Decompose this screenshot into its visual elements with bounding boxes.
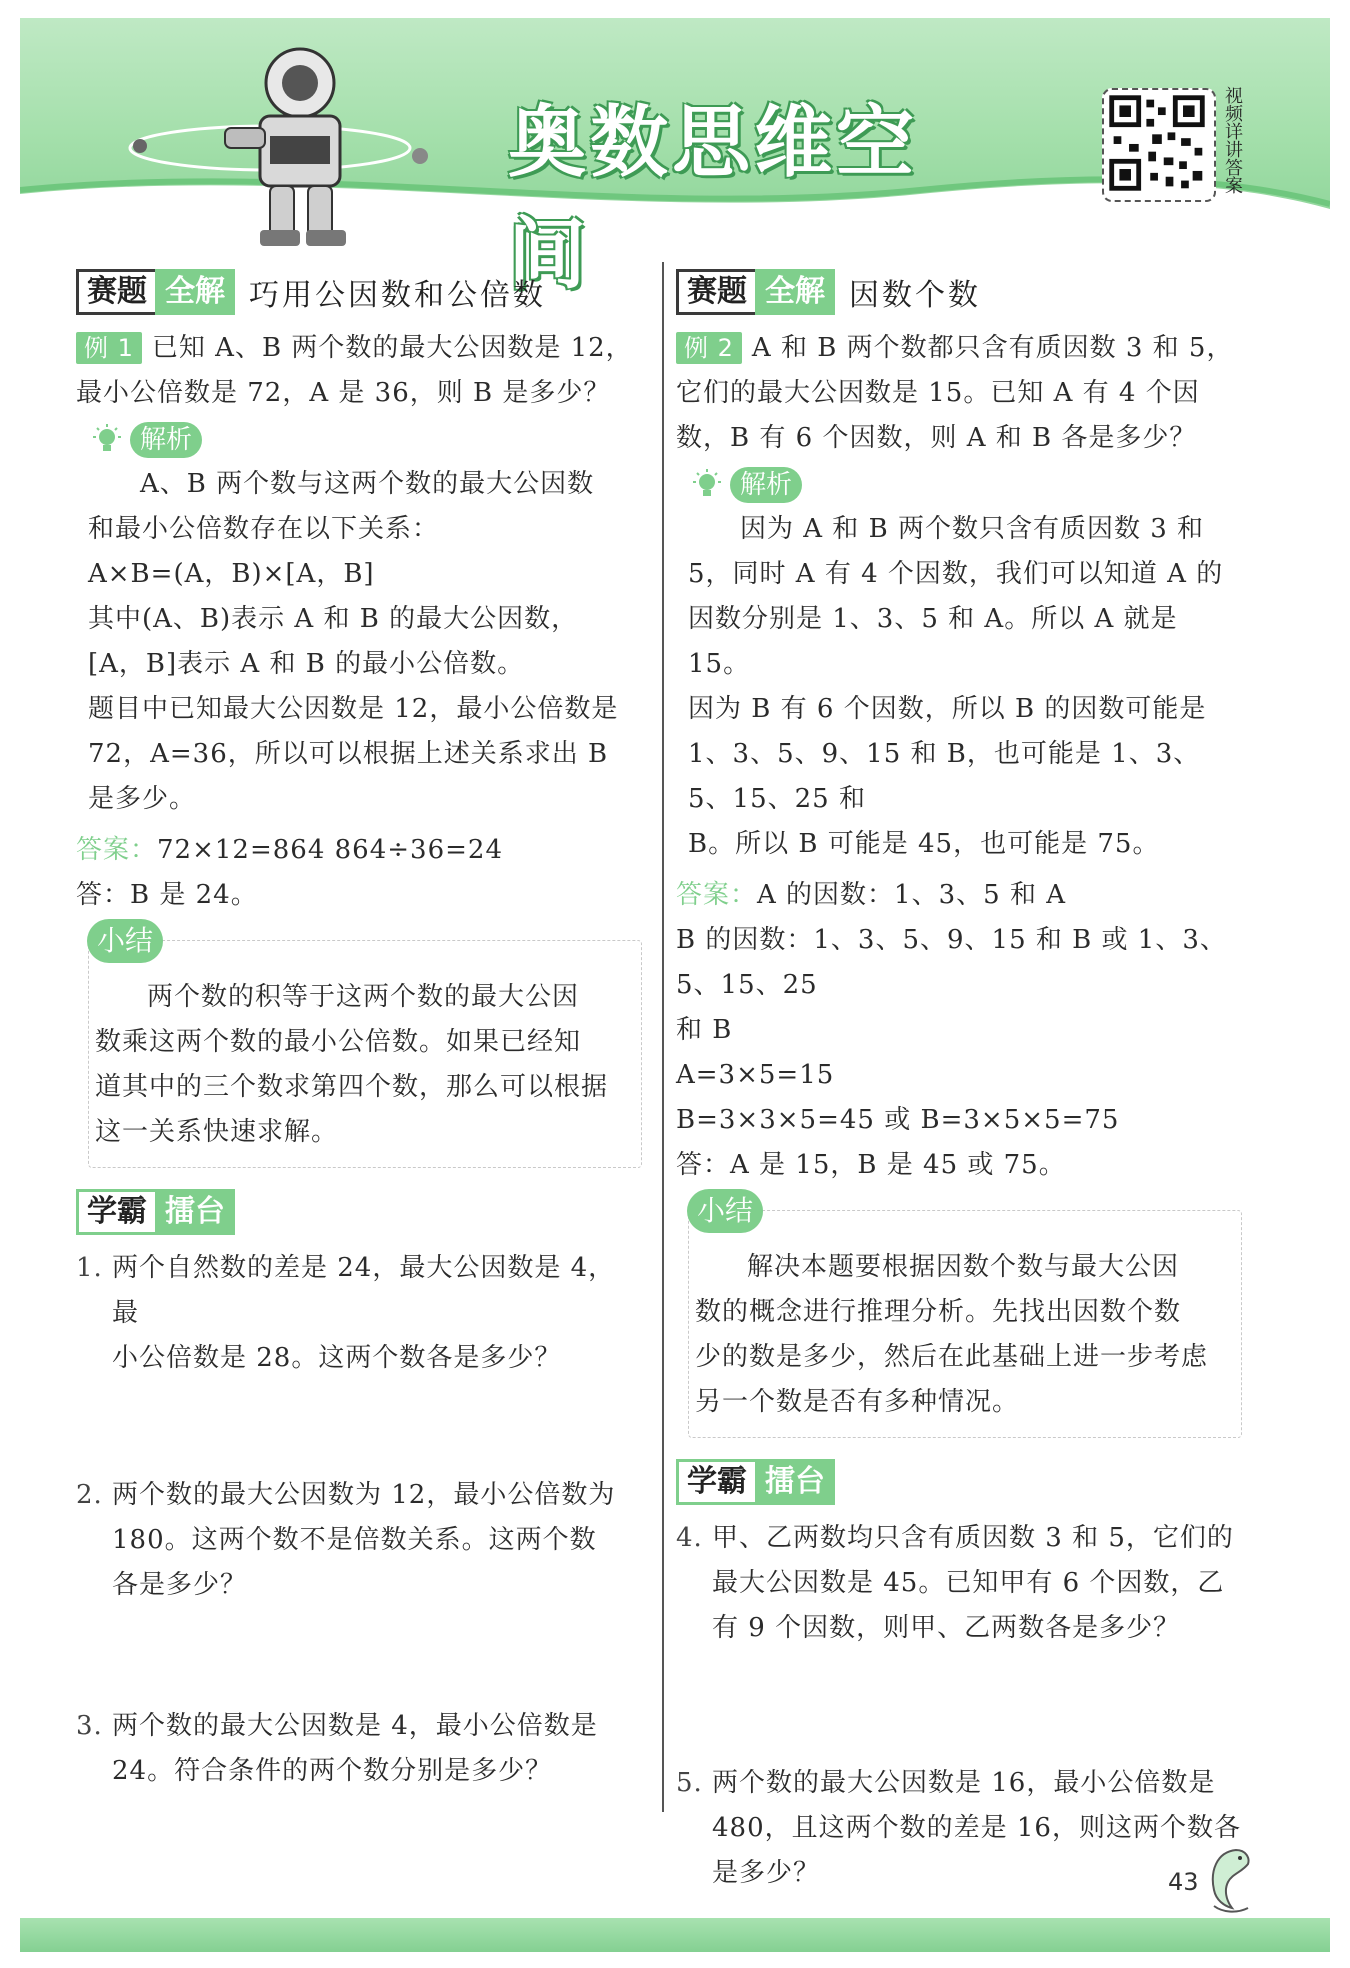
summary-line: 道其中的三个数求第四个数，那么可以根据 xyxy=(95,1072,609,1102)
question-text: 两个数的最大公因数为 12，最小公倍数为 180。这两个数不是倍数关系。这两个数 各是多少？ xyxy=(112,1480,616,1600)
answer-line: A=3×5=15 xyxy=(676,1060,835,1090)
answer-line: B 的因数：1、3、5、9、15 和 B 或 1、3、5、15、25 xyxy=(676,925,1227,1000)
summary-line: 另一个数是否有多种情况。 xyxy=(695,1387,1020,1417)
analysis-line: 和最小公倍数存在以下关系： xyxy=(88,514,440,544)
analysis-line: 因数分别是 1、3、5 和 A。所以 A 就是 15。 xyxy=(688,604,1178,679)
practice-header xyxy=(76,1188,642,1236)
lightbulb-icon xyxy=(690,468,724,502)
summary-line: 数乘这两个数的最小公倍数。如果已经知 xyxy=(95,1027,582,1057)
example-line: 例 2 A 和 B 两个数都只含有质因数 3 和 5， xyxy=(676,326,1242,371)
summary-box xyxy=(88,924,642,1168)
section-title: 巧用公因数和公倍数 xyxy=(249,278,546,313)
right-column xyxy=(676,268,1242,1896)
question-text: 两个数的最大公因数是 4，最小公倍数是 24。符合条件的两个数分别是多少？ xyxy=(112,1711,598,1786)
example-line: 最小公倍数是 72，A 是 36，则 B 是多少？ xyxy=(76,378,611,408)
summary-label: 小结 xyxy=(87,919,163,963)
page-title: 奥数思维空间 xyxy=(508,98,919,300)
section-tag: 赛题 xyxy=(76,269,155,315)
analysis-line: B。所以 B 可能是 45，也可能是 75。 xyxy=(688,829,1160,859)
summary-box xyxy=(688,1194,1242,1438)
answer-line: B=3×3×5=45 或 B=3×5×5=75 xyxy=(676,1105,1120,1135)
qr-code[interactable] xyxy=(1102,88,1216,202)
answer-result: 答：B 是 24。 xyxy=(76,880,258,910)
analysis-line: 5，同时 A 有 4 个因数，我们可以知道 A 的 xyxy=(688,559,1224,589)
section-header xyxy=(76,268,642,316)
analysis-line: A、B 两个数与这两个数的最大公因数 xyxy=(140,469,595,499)
analysis-body xyxy=(88,462,642,822)
analysis-body xyxy=(688,507,1242,867)
analysis-label: 解析 xyxy=(730,467,802,503)
analysis-header xyxy=(90,418,642,462)
question-text: 两个自然数的差是 24，最大公因数是 4，最 小公倍数是 28。这两个数各是多少？ xyxy=(112,1253,616,1373)
section-tag-green: 全解 xyxy=(155,269,235,315)
practice-header xyxy=(676,1458,1242,1506)
summary-label: 小结 xyxy=(687,1189,763,1233)
lightbulb-icon xyxy=(90,423,124,457)
question-5 xyxy=(676,1761,1242,1896)
astronaut-illustration xyxy=(120,38,460,268)
answer-result: 答：A 是 15，B 是 45 或 75。 xyxy=(676,1150,1066,1180)
question-number: 3. xyxy=(76,1711,103,1741)
analysis-line: 因为 A 和 B 两个数只含有质因数 3 和 xyxy=(740,514,1205,544)
analysis-line: 1、3、5、9、15 和 B，也可能是 1、3、5、15、25 和 xyxy=(688,739,1201,814)
footer-band xyxy=(20,1918,1330,1952)
analysis-line: A×B=(A，B)×[A，B] xyxy=(88,559,375,589)
question-text: 两个数的最大公因数是 16，最小公倍数是 480，且这两个数的差是 16，则这两个数各 是多少？ xyxy=(712,1768,1241,1888)
question-text: 甲、乙两数均只含有质因数 3 和 5，它们的 最大公因数是 45。已知甲有 6 个因数，乙 有 9 个因数，则甲、乙两数各是多少？ xyxy=(712,1523,1234,1643)
analysis-line: 是多少。 xyxy=(88,784,197,814)
analysis-line: 题目中已知最大公因数是 12，最小公倍数是 xyxy=(88,694,619,724)
left-column xyxy=(76,268,642,1794)
page-number: 43 xyxy=(1168,1868,1199,1896)
section-tag: 赛题 xyxy=(676,269,755,315)
analysis-line: 72，A=36，所以可以根据上述关系求出 B xyxy=(88,739,609,769)
answer-line: 和 B xyxy=(676,1015,733,1045)
analysis-line: 其中(A、B)表示 A 和 B 的最大公因数， xyxy=(88,604,579,634)
example-label: 例 1 xyxy=(76,332,142,364)
practice-tag-green: 擂台 xyxy=(155,1189,235,1235)
answer-label: 答案： xyxy=(76,835,158,865)
question-number: 4. xyxy=(676,1523,703,1553)
summary-line: 数的概念进行推理分析。先找出因数个数 xyxy=(695,1297,1182,1327)
answer-line: 答案：72×12=864 864÷36=24 xyxy=(76,835,504,865)
summary-line: 解决本题要根据因数个数与最大公因 xyxy=(747,1252,1180,1282)
example-line: 数，B 有 6 个因数，则 A 和 B 各是多少？ xyxy=(676,423,1197,453)
section-header xyxy=(676,268,1242,316)
analysis-line: 因为 B 有 6 个因数，所以 B 的因数可能是 xyxy=(688,694,1207,724)
section-tag-green: 全解 xyxy=(755,269,835,315)
question-1 xyxy=(76,1246,642,1381)
question-3 xyxy=(76,1704,642,1794)
practice-tag-green: 擂台 xyxy=(755,1459,835,1505)
summary-line: 少的数是多少，然后在此基础上进一步考虑 xyxy=(695,1342,1209,1372)
practice-tag: 学霸 xyxy=(676,1459,755,1505)
summary-line: 两个数的积等于这两个数的最大公因 xyxy=(147,982,580,1012)
qr-code-icon xyxy=(1104,90,1210,196)
qr-caption: 视频详讲答案 xyxy=(1222,86,1243,194)
example-label: 例 2 xyxy=(676,332,742,364)
analysis-header xyxy=(690,463,1242,507)
dolphin-icon xyxy=(1196,1842,1260,1918)
question-4 xyxy=(676,1516,1242,1651)
summary-line: 这一关系快速求解。 xyxy=(95,1117,339,1147)
answer-label: 答案： xyxy=(676,880,758,910)
example-line: 它们的最大公因数是 15。已知 A 有 4 个因 xyxy=(676,378,1200,408)
question-2 xyxy=(76,1473,642,1608)
column-divider xyxy=(662,262,664,1812)
question-number: 5. xyxy=(676,1768,703,1798)
answer-line: 答案：A 的因数：1、3、5 和 A xyxy=(676,880,1066,910)
question-number: 1. xyxy=(76,1253,103,1283)
example-line: 例 1 已知 A、B 两个数的最大公因数是 12， xyxy=(76,326,642,371)
analysis-label: 解析 xyxy=(130,422,202,458)
section-title: 因数个数 xyxy=(849,278,981,313)
question-number: 2. xyxy=(76,1480,103,1510)
analysis-line: [A，B]表示 A 和 B 的最小公倍数。 xyxy=(88,649,525,679)
practice-tag: 学霸 xyxy=(76,1189,155,1235)
